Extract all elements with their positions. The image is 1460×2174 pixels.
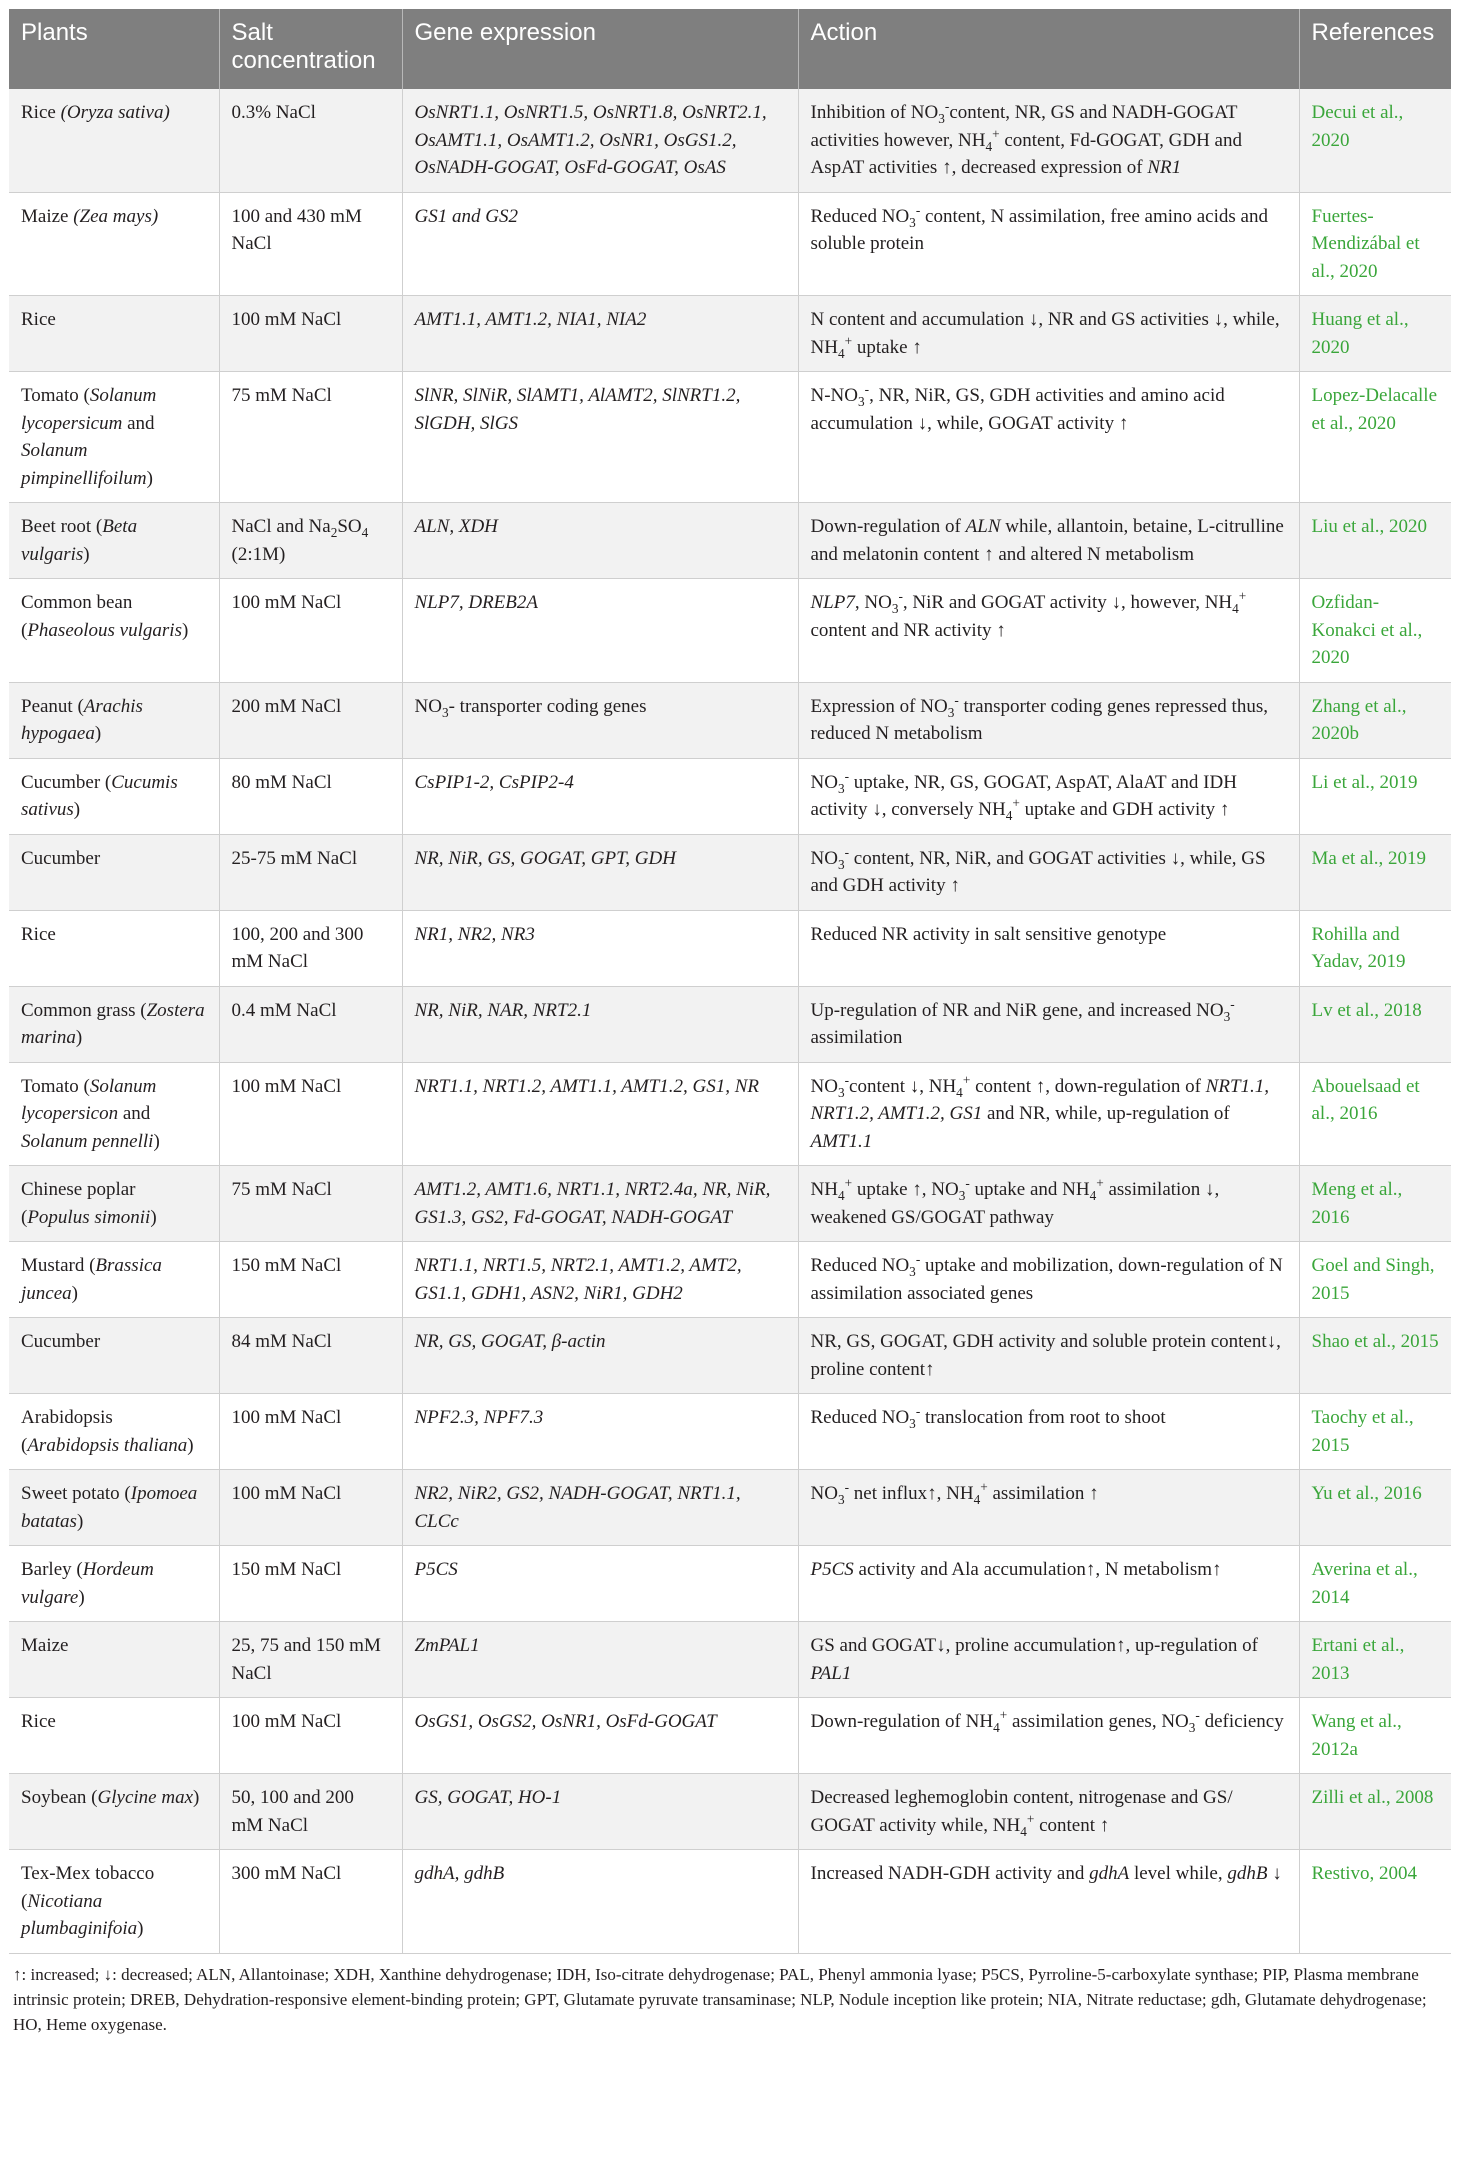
gene-cell: AMT1.2, AMT1.6, NRT1.1, NRT2.4a, NR, NiR, GS1.3, GS2, Fd-GOGAT, NADH-GOGAT [402,1166,798,1242]
table-row [9,834,1451,910]
reference-link[interactable]: Shao et al., 2015 [1299,1318,1451,1394]
gene-cell: AMT1.1, AMT1.2, NIA1, NIA2 [402,296,798,372]
plant-cell: Rice [9,296,219,372]
reference-link[interactable]: Lv et al., 2018 [1299,986,1451,1062]
gene-cell: NLP7, DREB2A [402,579,798,683]
plant-cell: Rice [9,910,219,986]
gene-cell: $NO_3-$ transporter coding genes [402,682,798,758]
reference-link[interactable]: Li et al., 2019 [1299,758,1451,834]
table-row [9,1394,1451,1470]
salt-cell: NaCl and $Na_2SO_4$ (2:1M) [219,503,402,579]
plant-cell: Sweet potato (Ipomoea batatas) [9,1470,219,1546]
gene-cell: NRT1.1, NRT1.5, NRT2.1, AMT1.2, AMT2, GS1.1, GDH1, ASN2, NiR1, GDH2 [402,1242,798,1318]
action-cell: Down-regulation of ALN while, allantoin, betaine, L-citrulline and melatonin content ↑ and altered N metabolism [798,503,1299,579]
gene-cell: NRT1.1, NRT1.2, AMT1.1, AMT1.2, GS1, NR [402,1062,798,1166]
reference-link[interactable]: Ozfidan-Konakci et al., 2020 [1299,579,1451,683]
action-cell: $NO_3^-$ uptake, NR, GS, GOGAT, AspAT, AlaAT and IDH activity ↓, conversely $NH_4^+$ uptake and GDH activity ↑ [798,758,1299,834]
action-cell: Reduced NR activity in salt sensitive genotype [798,910,1299,986]
table-row [9,372,1451,503]
header-action: Action [798,9,1299,89]
gene-cell: OsNRT1.1, OsNRT1.5, OsNRT1.8, OsNRT2.1, OsAMT1.1, OsAMT1.2, OsNR1, OsGS1.2, OsNADH-GOGAT, OsFd-GOGAT, OsAS [402,89,798,192]
table-row [9,1622,1451,1698]
plant-cell: Cucumber [9,834,219,910]
reference-link[interactable]: Huang et al., 2020 [1299,296,1451,372]
plant-cell: Rice (Oryza sativa) [9,89,219,192]
table-row [9,1242,1451,1318]
gene-cell: SlNR, SlNiR, SlAMT1, AlAMT2, SlNRT1.2, SlGDH, SlGS [402,372,798,503]
salt-cell: 100 mM NaCl [219,1470,402,1546]
salt-cell: 25-75 mM NaCl [219,834,402,910]
plant-cell: Cucumber [9,1318,219,1394]
table-row [9,1318,1451,1394]
action-cell: $NO_3^-content$ ↓, $NH_4^+$ content ↑, down-regulation of NRT1.1, NRT1.2, AMT1.2, GS1 and NR, while, up-regulation of AMT1.1 [798,1062,1299,1166]
table-row [9,579,1451,683]
table-row [9,1166,1451,1242]
gene-cell: GS1 and GS2 [402,192,798,296]
table-row [9,1546,1451,1622]
plant-cell: Tex-Mex tobacco (Nicotiana plumbaginifoia) [9,1850,219,1954]
reference-link[interactable]: Goel and Singh, 2015 [1299,1242,1451,1318]
salt-cell: 100 mM NaCl [219,1698,402,1774]
header-plants: Plants [9,9,219,89]
gene-cell: ZmPAL1 [402,1622,798,1698]
action-cell: N content and accumulation ↓, NR and GS activities ↓, while, $NH_4^+$ uptake ↑ [798,296,1299,372]
reference-link[interactable]: Decui et al., 2020 [1299,89,1451,192]
gene-cell: GS, GOGAT, HO-1 [402,1774,798,1850]
reference-link[interactable]: Ma et al., 2019 [1299,834,1451,910]
table-row [9,1850,1451,1954]
reference-link[interactable]: Liu et al., 2020 [1299,503,1451,579]
plant-cell: Maize (Zea mays) [9,192,219,296]
reference-link[interactable]: Lopez-Delacalle et al., 2020 [1299,372,1451,503]
reference-link[interactable]: Ertani et al., 2013 [1299,1622,1451,1698]
action-cell: Reduced $NO_3^-$ content, N assimilation, free amino acids and soluble protein [798,192,1299,296]
plant-cell: Soybean (Glycine max) [9,1774,219,1850]
action-cell: Reduced $NO_3^-$ uptake and mobilization, down-regulation of N assimilation associated genes [798,1242,1299,1318]
reference-link[interactable]: Fuertes-Mendizábal et al., 2020 [1299,192,1451,296]
action-cell: GS and GOGAT↓, proline accumulation↑, up-regulation of PAL1 [798,1622,1299,1698]
plant-cell: Tomato (Solanum lycopersicon and Solanum pennelli) [9,1062,219,1166]
table-row [9,1774,1451,1850]
plant-cell: Chinese poplar (Populus simonii) [9,1166,219,1242]
reference-link[interactable]: Zilli et al., 2008 [1299,1774,1451,1850]
table-row [9,1698,1451,1774]
gene-cell: gdhA, gdhB [402,1850,798,1954]
table-row [9,1470,1451,1546]
salt-cell: 0.4 mM NaCl [219,986,402,1062]
salt-cell: 100 mM NaCl [219,1062,402,1166]
header-salt-concentration: Salt concentration [219,9,402,89]
reference-link[interactable]: Meng et al., 2016 [1299,1166,1451,1242]
salt-cell: 50, 100 and 200 mM NaCl [219,1774,402,1850]
salt-cell: 150 mM NaCl [219,1242,402,1318]
plant-cell: Arabidopsis (Arabidopsis thaliana) [9,1394,219,1470]
gene-cell: CsPIP1-2, CsPIP2-4 [402,758,798,834]
reference-link[interactable]: Abouelsaad et al., 2016 [1299,1062,1451,1166]
action-cell: $NH_4^+$ uptake ↑, $NO_3^-$ uptake and $NH_4^+$ assimilation ↓, weakened GS/GOGAT pathway [798,1166,1299,1242]
table-container [9,9,1451,2037]
salt-cell: 25, 75 and 150 mM NaCl [219,1622,402,1698]
table-footnote: ↑: increased; ↓: decreased; ALN, Allantoinase; XDH, Xanthine dehydrogenase; IDH, Iso-citrate dehydrogenase; PAL, Phenyl ammonia lyase; P5CS, Pyrroline-5-carboxylate synthase; PIP, Plasma membrane intrinsic protein; DREB, Dehydration-responsive element-binding protein; GPT, Glutamate pyruvate transaminase; NLP, Nodule inception like protein; NIA, Nitrate reductase; gdh, Glutamate dehydrogenase; HO, Heme oxygenase. [13,1964,1427,2034]
action-cell: $N-NO_3^-$, NR, NiR, GS, GDH activities and amino acid accumulation ↓, while, GOGAT activity ↑ [798,372,1299,503]
gene-cell: NR2, NiR2, GS2, NADH-GOGAT, NRT1.1, CLCc [402,1470,798,1546]
salt-cell: 100 mM NaCl [219,296,402,372]
table-row [9,986,1451,1062]
salt-cell: 150 mM NaCl [219,1546,402,1622]
salt-cell: 100 and 430 mM NaCl [219,192,402,296]
action-cell: Up-regulation of NR and NiR gene, and increased $NO_3^-$ assimilation [798,986,1299,1062]
table-body [9,89,1451,1953]
plant-cell: Beet root (Beta vulgaris) [9,503,219,579]
reference-link[interactable]: Taochy et al., 2015 [1299,1394,1451,1470]
table-row [9,503,1451,579]
gene-cell: NR, NiR, GS, GOGAT, GPT, GDH [402,834,798,910]
salt-cell: 300 mM NaCl [219,1850,402,1954]
action-cell: $NO_3^-$ net influx↑, $NH_4^+$ assimilation ↑ [798,1470,1299,1546]
salt-cell: 84 mM NaCl [219,1318,402,1394]
table-row [9,192,1451,296]
gene-cell: NPF2.3, NPF7.3 [402,1394,798,1470]
action-cell: Inhibition of $NO_3^-content$, NR, GS and NADH-GOGAT activities however, $NH_4^+$ content, Fd-GOGAT, GDH and AspAT activities ↑, decreased expression of NR1 [798,89,1299,192]
table-row [9,758,1451,834]
header-gene-expression: Gene expression [402,9,798,89]
salt-cell: 80 mM NaCl [219,758,402,834]
action-cell: Down-regulation of $NH_4^+$ assimilation genes, $NO_3^-$ deficiency [798,1698,1299,1774]
action-cell: Expression of $NO_3^-$ transporter coding genes repressed thus, reduced N metabolism [798,682,1299,758]
salt-cell: 75 mM NaCl [219,372,402,503]
salt-cell: 100 mM NaCl [219,579,402,683]
reference-link[interactable]: Yu et al., 2016 [1299,1470,1451,1546]
action-cell: Reduced $NO_3^-$ translocation from root to shoot [798,1394,1299,1470]
header-references: References [1299,9,1451,89]
plant-cell: Mustard (Brassica juncea) [9,1242,219,1318]
action-cell: NLP7, $NO_3^-$, NiR and GOGAT activity ↓, however, $NH_4^+$ content and NR activity ↑ [798,579,1299,683]
action-cell: Decreased leghemoglobin content, nitrogenase and GS/ GOGAT activity while, $NH_4^+$ content ↑ [798,1774,1299,1850]
salt-cell: 200 mM NaCl [219,682,402,758]
table-row [9,910,1451,986]
plant-cell: Barley (Hordeum vulgare) [9,1546,219,1622]
gene-cell: NR1, NR2, NR3 [402,910,798,986]
salt-cell: 100, 200 and 300 mM NaCl [219,910,402,986]
gene-cell: OsGS1, OsGS2, OsNR1, OsFd-GOGAT [402,1698,798,1774]
action-cell: Increased NADH-GDH activity and gdhA level while, gdhB ↓ [798,1850,1299,1954]
gene-cell: P5CS [402,1546,798,1622]
plant-cell: Rice [9,1698,219,1774]
table-row [9,682,1451,758]
action-cell: P5CS activity and Ala accumulation↑, N metabolism↑ [798,1546,1299,1622]
plant-cell: Common bean (Phaseolous vulgaris) [9,579,219,683]
reference-link[interactable]: Zhang et al., 2020b [1299,682,1451,758]
nitrogen-salt-table [9,9,1451,1954]
gene-cell: ALN, XDH [402,503,798,579]
plant-cell: Cucumber (Cucumis sativus) [9,758,219,834]
reference-link[interactable]: Wang et al., 2012a [1299,1698,1451,1774]
plant-cell: Common grass (Zostera marina) [9,986,219,1062]
reference-link[interactable]: Restivo, 2004 [1299,1850,1451,1954]
plant-cell: Peanut (Arachis hypogaea) [9,682,219,758]
salt-cell: 100 mM NaCl [219,1394,402,1470]
action-cell: NR, GS, GOGAT, GDH activity and soluble protein content↓, proline content↑ [798,1318,1299,1394]
salt-cell: 0.3% NaCl [219,89,402,192]
action-cell: $NO_3^-$ content, NR, NiR, and GOGAT activities ↓, while, GS and GDH activity ↑ [798,834,1299,910]
header-row [9,9,1451,89]
plant-cell: Maize [9,1622,219,1698]
reference-link[interactable]: Averina et al., 2014 [1299,1546,1451,1622]
table-row [9,1062,1451,1166]
gene-cell: NR, NiR, NAR, NRT2.1 [402,986,798,1062]
table-row [9,296,1451,372]
reference-link[interactable]: Rohilla and Yadav, 2019 [1299,910,1451,986]
gene-cell: NR, GS, GOGAT, β-actin [402,1318,798,1394]
plant-cell: Tomato (Solanum lycopersicum and Solanum pimpinellifoilum) [9,372,219,503]
salt-cell: 75 mM NaCl [219,1166,402,1242]
table-row [9,89,1451,192]
